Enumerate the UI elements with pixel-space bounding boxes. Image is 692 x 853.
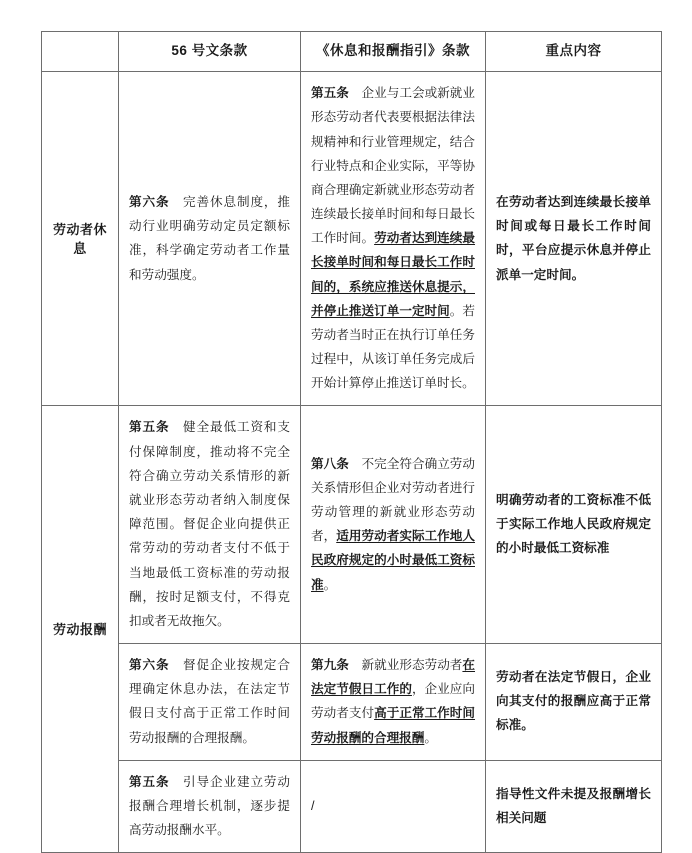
article-text-before: 不完全符合确立劳动关系情形但企业对劳动者进行劳动管理的新就业形态劳动者， (311, 456, 476, 544)
header-col-doc56: 56 号文条款 (119, 32, 301, 72)
keypoint-cell-pay-2: 劳动者在法定节假日，企业向其支付的报酬应高于正常标准。 (486, 644, 662, 761)
article-text-before: 新就业形态劳动者 (361, 658, 463, 673)
article-emphasis: 适用劳动者实际工作地人民政府规定的小时最低工资标准 (311, 529, 475, 592)
article-number: 第五条 (129, 774, 170, 789)
header-corner-blank (42, 32, 119, 72)
article-number: 第五条 (129, 420, 170, 435)
table-row (42, 760, 662, 853)
table-row (42, 406, 662, 644)
table-row (42, 644, 662, 761)
article-emphasis-2: 高于正常工作时间劳动报酬的合理报酬 (311, 706, 476, 745)
article-number: 第五条 (311, 86, 349, 101)
doc56-cell-pay-3 (119, 760, 301, 853)
table-row (42, 72, 662, 406)
header-row (42, 32, 662, 72)
article-number: 第六条 (129, 195, 170, 210)
table-header (42, 32, 662, 72)
doc56-cell-rest (119, 72, 301, 406)
article-text-after: 。若劳动者当时正在执行订单任务过程中，从该订单任务完成后开始计算停止推送订单时长。 (311, 303, 476, 391)
article-text-after: 。 (323, 577, 337, 592)
article-text: 引导企业建立劳动报酬合理增长机制，逐步提高劳动报酬水平。 (129, 774, 291, 838)
article-emphasis: 劳动者达到连续最长接单时间和每日最长工作时间的，系统应推送休息提示，并停止推送订单一定时间 (311, 231, 476, 318)
category-cell-rest: 劳动者休息 (42, 72, 119, 406)
guideline-cell-pay-2 (301, 644, 486, 761)
guideline-cell-pay-1 (301, 406, 486, 644)
article-text-mid: ，企业应向劳动者支付 (311, 682, 475, 721)
article-number: 第六条 (129, 658, 170, 673)
article-text: 健全最低工资和支付保障制度，推动将不完全符合确立劳动关系情形的新就业形态劳动者纳入制度保障范围。督促企业向提供正常劳动的劳动者支付不低于当地最低工资标准的劳动报酬，按时足额支付，不得克扣或者无故拖欠。 (129, 420, 291, 628)
article-number: 第八条 (311, 456, 349, 471)
doc56-cell-pay-2 (119, 644, 301, 761)
article-text-after: 。 (424, 730, 437, 745)
keypoint-cell-pay-1: 明确劳动者的工资标准不低于实际工作地人民政府规定的小时最低工资标准 (486, 406, 662, 644)
guideline-cell-rest (301, 72, 486, 406)
article-number: 第九条 (311, 658, 349, 673)
article-emphasis: 在法定节假日工作的 (311, 658, 476, 697)
header-col-guideline: 《休息和报酬指引》条款 (301, 32, 486, 72)
article-text: 完善休息制度，推动行业明确劳动定员定额标准，科学确定劳动者工作量和劳动强度。 (129, 195, 291, 282)
category-cell-pay: 劳动报酬 (42, 406, 119, 853)
doc56-cell-pay-1 (119, 406, 301, 644)
article-text-before: 企业与工会或新就业形态劳动者代表要根据法律法规精神和行业管理规定，结合行业特点和企业实际，平等协商合理确定新就业形态劳动者连续最长接单时间和每日最长工作时间。 (311, 86, 476, 246)
keypoint-cell-rest: 在劳动者达到连续最长接单时间或每日最长工作时间时，平台应提示休息并停止派单一定时间。 (486, 72, 662, 406)
table-body (42, 72, 662, 853)
keypoint-cell-pay-3: 指导性文件未提及报酬增长相关问题 (486, 760, 662, 853)
guideline-cell-pay-3: / (301, 760, 486, 853)
article-text: 督促企业按规定合理确定休息办法，在法定节假日支付高于正常工作时间劳动报酬的合理报酬。 (129, 658, 291, 745)
comparison-table (41, 31, 662, 853)
header-col-keypoint: 重点内容 (486, 32, 662, 72)
